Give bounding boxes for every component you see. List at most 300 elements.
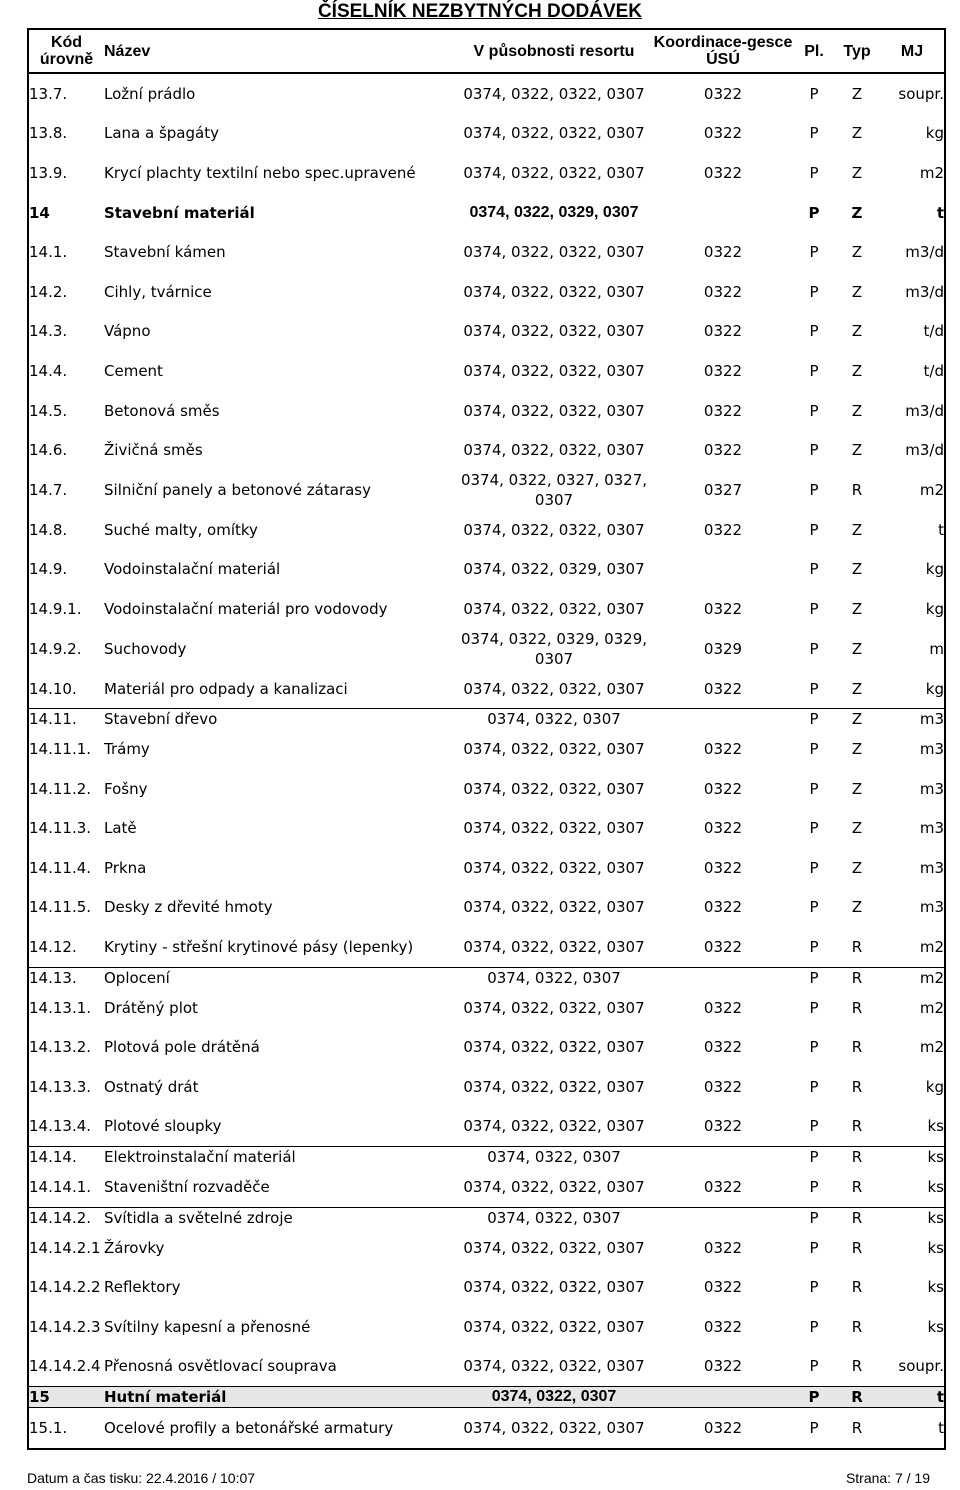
cell-unit: t/d (923, 322, 944, 341)
cell-pl: P (809, 441, 819, 460)
cell-pl: P (809, 938, 819, 957)
cell-name: Hutní materiál (104, 1387, 456, 1408)
cell-type: R (834, 1147, 880, 1168)
cell-coordination: 0322 (703, 163, 743, 182)
cell-code: 14.12. (29, 938, 77, 957)
cell-name: Cement (104, 361, 163, 380)
cell-type: Z (851, 441, 863, 460)
cell-type: Z (851, 84, 863, 103)
cell-code: 14.13. (28, 967, 104, 988)
cell-pl: P (809, 1238, 819, 1257)
column-header-coordination: Koordinace-gesce ÚSÚ (652, 29, 794, 73)
table-row (28, 848, 945, 888)
cell-code: 14.11.3. (29, 819, 92, 838)
cell-name: Vodoinstalační materiál pro vodovody (104, 599, 388, 618)
page-number: Strana: 7 / 19 (845, 1470, 930, 1486)
cell-type: Z (851, 322, 863, 341)
cell-pl: P (794, 1207, 834, 1228)
cell-unit: kg (925, 124, 944, 143)
cell-name: Reflektory (104, 1278, 181, 1297)
cell-pl: P (809, 84, 819, 103)
cell-type: Z (851, 203, 863, 222)
cell-coordination: 0322 (703, 599, 743, 618)
cell-pl: P (794, 1147, 834, 1168)
cell-coordination: 0322 (703, 819, 743, 838)
table-row (28, 550, 945, 590)
cell-unit: m2 (880, 967, 945, 988)
cell-type: R (851, 480, 863, 499)
cell-coordination: 0322 (703, 679, 743, 698)
cell-code: 14.11.1. (29, 740, 92, 759)
table-row (28, 232, 945, 272)
cell-coordination: 0322 (703, 1317, 743, 1336)
table-row (28, 351, 945, 391)
table-row (28, 114, 945, 154)
cell-resort: 0374, 0322, 0322, 0307 (463, 1077, 645, 1096)
table-row (28, 809, 945, 849)
cell-code: 14.13.4. (29, 1117, 92, 1136)
cell-resort: 0374, 0322, 0322, 0307 (463, 679, 645, 698)
cell-coordination: 0322 (703, 1038, 743, 1057)
cell-name: Ocelové profily a betonářské armatury (104, 1419, 394, 1438)
cell-coordination: 0322 (703, 1238, 743, 1257)
cell-name: Ostnatý drát (104, 1077, 199, 1096)
cell-unit: m2 (919, 938, 944, 957)
cell-coordination (652, 967, 794, 988)
cell-code: 13.8. (29, 124, 68, 143)
cell-name: Živičná směs (104, 441, 203, 460)
cell-unit: kg (925, 679, 944, 698)
cell-pl: P (809, 679, 819, 698)
cell-pl: P (809, 1038, 819, 1057)
cell-code: 14.7. (29, 480, 68, 499)
cell-pl: P (808, 203, 820, 222)
cell-name: Vápno (104, 322, 151, 341)
cell-type: Z (851, 779, 863, 798)
cell-code: 15 (28, 1387, 104, 1408)
table-body (28, 73, 945, 1449)
cell-pl: P (809, 998, 819, 1017)
table-row (28, 73, 945, 114)
print-datetime: Datum a čas tisku: 22.4.2016 / 10:07 (27, 1470, 256, 1486)
cell-type: R (834, 1387, 880, 1408)
cell-resort: 0374, 0322, 0322, 0307 (463, 599, 645, 618)
table-row (28, 470, 945, 510)
cell-unit: t (938, 520, 944, 539)
cell-resort: 0374, 0322, 0322, 0307 (463, 740, 645, 759)
cell-name: Drátěný plot (104, 998, 198, 1017)
table-row (28, 669, 945, 709)
cell-name: Stavební kámen (104, 243, 226, 262)
cell-name: Plotové sloupky (104, 1117, 222, 1136)
cell-type: Z (851, 898, 863, 917)
cell-unit: m2 (919, 998, 944, 1017)
cell-type: R (851, 1117, 863, 1136)
cell-unit: m3/d (905, 282, 944, 301)
cell-resort: 0374, 0322, 0322, 0307 (463, 401, 645, 420)
cell-name: Stavební materiál (104, 203, 255, 222)
cell-pl: P (809, 1419, 819, 1438)
cell-resort: 0374, 0322, 0322, 0307 (463, 1238, 645, 1257)
cell-resort: 0374, 0322, 0322, 0307 (463, 819, 645, 838)
cell-coordination: 0322 (703, 401, 743, 420)
cell-resort: 0374, 0322, 0329, 0329, 0307 (460, 629, 648, 668)
cell-pl: P (809, 480, 819, 499)
cell-type: R (851, 1419, 863, 1438)
cell-name: Svítidla a světelné zdroje (104, 1207, 456, 1228)
cell-coordination: 0322 (703, 998, 743, 1017)
cell-coordination: 0322 (703, 361, 743, 380)
column-header-name: Název (104, 29, 456, 73)
cell-type: R (851, 998, 863, 1017)
table-row (28, 1408, 945, 1449)
cell-pl: P (809, 1278, 819, 1297)
cell-pl: P (809, 898, 819, 917)
cell-coordination (652, 550, 794, 590)
table-row (28, 510, 945, 550)
cell-unit: m3/d (905, 441, 944, 460)
cell-name: Prkna (104, 858, 147, 877)
table-row (28, 1167, 945, 1207)
cell-pl: P (809, 1357, 819, 1376)
cell-code: 14 (29, 203, 50, 222)
cell-resort: 0374, 0322, 0307 (456, 1147, 652, 1168)
cell-unit: ks (927, 1278, 944, 1297)
cell-code: 14.9.2. (29, 639, 82, 658)
cell-coordination: 0322 (703, 1178, 743, 1197)
table-row (28, 927, 945, 967)
cell-pl: P (809, 163, 819, 182)
cell-resort: 0374, 0322, 0322, 0307 (463, 322, 645, 341)
cell-pl: P (809, 1317, 819, 1336)
cell-type: R (851, 938, 863, 957)
cell-coordination: 0327 (703, 480, 743, 499)
cell-resort: 0374, 0322, 0322, 0307 (463, 1038, 645, 1057)
cell-resort: 0374, 0322, 0322, 0307 (463, 998, 645, 1017)
cell-code: 14.2. (29, 282, 68, 301)
cell-unit: t (938, 1419, 944, 1438)
cell-type: R (834, 1207, 880, 1228)
cell-code: 14.14.2.4 (29, 1357, 101, 1376)
cell-pl: P (809, 1117, 819, 1136)
cell-type: Z (851, 163, 863, 182)
cell-code: 14.11.2. (29, 779, 92, 798)
cell-type: Z (851, 124, 863, 143)
cell-type: Z (851, 858, 863, 877)
cell-type: Z (851, 639, 863, 658)
table-row (28, 967, 945, 988)
cell-resort: 0374, 0322, 0322, 0307 (463, 441, 645, 460)
cell-pl: P (809, 361, 819, 380)
column-header-pl: Pl. (794, 29, 834, 73)
cell-coordination (652, 1387, 794, 1408)
cell-coordination: 0322 (703, 282, 743, 301)
cell-name: Desky z dřevité hmoty (104, 898, 273, 917)
cell-code: 14.3. (29, 322, 68, 341)
table-row (28, 1387, 945, 1408)
cell-code: 14.13.3. (29, 1077, 92, 1096)
cell-pl: P (794, 967, 834, 988)
cell-type: Z (851, 243, 863, 262)
cell-pl: P (809, 639, 819, 658)
cell-unit: t/d (923, 361, 944, 380)
cell-pl: P (809, 520, 819, 539)
cell-name: Latě (104, 819, 137, 838)
cell-coordination: 0322 (703, 1419, 743, 1438)
cell-resort: 0374, 0322, 0307 (456, 1387, 652, 1408)
cell-code: 13.7. (29, 84, 68, 103)
cell-name: Vodoinstalační materiál (104, 560, 281, 579)
cell-type: R (851, 1038, 863, 1057)
cell-type: Z (834, 709, 880, 730)
cell-unit: t (936, 203, 944, 222)
cell-type: R (851, 1357, 863, 1376)
table-header (28, 29, 945, 73)
cell-resort: 0374, 0322, 0322, 0307 (463, 1317, 645, 1336)
table-row (28, 1147, 945, 1168)
cell-unit: m2 (919, 163, 944, 182)
cell-name: Krycí plachty textilní nebo spec.upravené (104, 163, 416, 182)
cell-name: Fošny (104, 779, 148, 798)
cell-coordination: 0322 (703, 858, 743, 877)
cell-coordination (652, 1207, 794, 1228)
cell-code: 14.9. (29, 560, 68, 579)
cell-coordination: 0322 (703, 938, 743, 957)
cell-code: 14.10. (29, 679, 77, 698)
cell-coordination: 0322 (703, 441, 743, 460)
cell-coordination: 0322 (703, 1117, 743, 1136)
cell-pl: P (794, 709, 834, 730)
column-header-resort: V působnosti resortu (456, 29, 652, 73)
table-row (28, 769, 945, 809)
cell-code: 14.14.2. (28, 1207, 104, 1228)
cell-resort: 0374, 0322, 0322, 0307 (463, 124, 645, 143)
cell-name: Elektroinstalační materiál (104, 1147, 456, 1168)
cell-coordination: 0322 (703, 740, 743, 759)
cell-coordination: 0322 (703, 779, 743, 798)
table-row (28, 1067, 945, 1107)
cell-type: Z (851, 679, 863, 698)
cell-type: Z (851, 361, 863, 380)
cell-coordination (652, 193, 794, 233)
cell-name: Staveništní rozvaděče (104, 1178, 270, 1197)
table-row (28, 709, 945, 730)
cell-unit: ks (927, 1238, 944, 1257)
cell-unit: m3/d (905, 401, 944, 420)
supplies-table (27, 28, 946, 1450)
cell-type: R (851, 1278, 863, 1297)
column-header-type: Typ (834, 29, 880, 73)
cell-name: Oplocení (104, 967, 456, 988)
cell-resort: 0374, 0322, 0322, 0307 (463, 282, 645, 301)
cell-unit: ks (927, 1117, 944, 1136)
table-row (28, 888, 945, 928)
table-row (28, 1207, 945, 1228)
cell-pl: P (809, 243, 819, 262)
cell-pl: P (794, 1387, 834, 1408)
cell-type: R (851, 1238, 863, 1257)
cell-pl: P (809, 819, 819, 838)
cell-code: 14.13.1. (29, 998, 92, 1017)
cell-name: Lana a špagáty (104, 124, 219, 143)
cell-resort: 0374, 0322, 0329, 0307 (463, 560, 645, 579)
cell-resort: 0374, 0322, 0322, 0307 (463, 163, 645, 182)
table-row (28, 589, 945, 629)
cell-resort: 0374, 0322, 0322, 0307 (463, 361, 645, 380)
cell-code: 14.9.1. (29, 599, 82, 618)
cell-unit: m2 (919, 480, 944, 499)
cell-name: Krytiny - střešní krytinové pásy (lepenky) (104, 938, 414, 957)
cell-type: Z (851, 740, 863, 759)
cell-unit: m3 (880, 709, 945, 730)
cell-resort: 0374, 0322, 0322, 0307 (463, 1117, 645, 1136)
cell-unit: soupr. (898, 1357, 944, 1376)
cell-coordination: 0322 (703, 520, 743, 539)
cell-unit: m3 (919, 819, 944, 838)
cell-code: 14.1. (29, 243, 68, 262)
column-header-code: Kód úrovně (28, 29, 104, 73)
cell-type: Z (851, 819, 863, 838)
table-row (28, 272, 945, 312)
cell-name: Suchovody (104, 639, 187, 658)
cell-name: Žárovky (104, 1238, 165, 1257)
cell-code: 14.14. (28, 1147, 104, 1168)
cell-pl: P (809, 779, 819, 798)
cell-pl: P (809, 322, 819, 341)
document-title: ČÍSELNÍK NEZBYTNÝCH DODÁVEK (317, 1, 643, 22)
cell-coordination (652, 709, 794, 730)
table-row (28, 729, 945, 769)
cell-unit: soupr. (898, 84, 944, 103)
cell-resort: 0374, 0322, 0322, 0307 (463, 1278, 645, 1297)
cell-resort: 0374, 0322, 0322, 0307 (463, 898, 645, 917)
cell-coordination: 0322 (703, 1357, 743, 1376)
cell-name: Stavební dřevo (104, 709, 456, 730)
cell-type: R (851, 1178, 863, 1197)
cell-unit: ks (880, 1147, 945, 1168)
cell-type: Z (851, 560, 863, 579)
table-row (28, 430, 945, 470)
cell-resort: 0374, 0322, 0322, 0307 (463, 1419, 645, 1438)
cell-type: Z (851, 282, 863, 301)
cell-type: Z (851, 599, 863, 618)
cell-name: Přenosná osvětlovací souprava (104, 1357, 337, 1376)
table-row (28, 153, 945, 193)
cell-type: R (851, 1077, 863, 1096)
cell-code: 14.11.5. (29, 898, 92, 917)
cell-coordination: 0322 (703, 1077, 743, 1096)
cell-resort: 0374, 0322, 0307 (456, 1207, 652, 1228)
cell-code: 14.14.2.3 (29, 1317, 101, 1336)
table-row (28, 312, 945, 352)
cell-unit: kg (925, 599, 944, 618)
cell-name: Cihly, tvárnice (104, 282, 212, 301)
cell-code: 14.14.1. (29, 1178, 92, 1197)
table-row (28, 1347, 945, 1387)
cell-coordination: 0322 (703, 1278, 743, 1297)
cell-name: Svítilny kapesní a přenosné (104, 1317, 311, 1336)
cell-unit: kg (925, 1077, 944, 1096)
cell-type: R (834, 967, 880, 988)
cell-unit: ks (880, 1207, 945, 1228)
cell-resort: 0374, 0322, 0322, 0307 (463, 1357, 645, 1376)
cell-resort: 0374, 0322, 0329, 0307 (469, 203, 639, 221)
table-row (28, 1228, 945, 1268)
table-row (28, 1107, 945, 1147)
cell-resort: 0374, 0322, 0322, 0307 (463, 243, 645, 262)
cell-resort: 0374, 0322, 0322, 0307 (463, 1178, 645, 1197)
cell-code: 14.11.4. (29, 858, 92, 877)
table-row (28, 988, 945, 1028)
table-row (28, 193, 945, 233)
cell-name: Materiál pro odpady a kanalizaci (104, 679, 348, 698)
cell-pl: P (809, 124, 819, 143)
cell-code: 14.6. (29, 441, 68, 460)
cell-code: 14.11. (28, 709, 104, 730)
cell-resort: 0374, 0322, 0307 (456, 967, 652, 988)
cell-name: Ložní prádlo (104, 84, 196, 103)
cell-pl: P (809, 1077, 819, 1096)
table-row (28, 629, 945, 669)
cell-unit: m3 (919, 898, 944, 917)
cell-unit: m (929, 639, 944, 658)
cell-type: Z (851, 520, 863, 539)
cell-type: R (851, 1317, 863, 1336)
cell-coordination: 0322 (703, 243, 743, 262)
cell-pl: P (809, 560, 819, 579)
cell-unit: m3 (919, 740, 944, 759)
cell-unit: m3/d (905, 243, 944, 262)
cell-name: Trámy (104, 740, 150, 759)
cell-resort: 0374, 0322, 0322, 0307 (463, 84, 645, 103)
cell-name: Suché malty, omítky (104, 520, 258, 539)
cell-unit: m2 (919, 1038, 944, 1057)
cell-name: Plotová pole drátěná (104, 1038, 260, 1057)
table-row (28, 1027, 945, 1067)
cell-pl: P (809, 858, 819, 877)
cell-unit: m3 (919, 858, 944, 877)
cell-resort: 0374, 0322, 0322, 0307 (463, 858, 645, 877)
cell-unit: m3 (919, 779, 944, 798)
cell-coordination: 0322 (703, 322, 743, 341)
cell-code: 13.9. (29, 163, 68, 182)
cell-name: Betonová směs (104, 401, 220, 420)
cell-pl: P (809, 740, 819, 759)
cell-resort: 0374, 0322, 0307 (456, 709, 652, 730)
cell-code: 15.1. (29, 1419, 68, 1438)
cell-coordination: 0322 (703, 84, 743, 103)
cell-resort: 0374, 0322, 0322, 0307 (463, 779, 645, 798)
cell-unit: ks (927, 1317, 944, 1336)
cell-unit: t (880, 1387, 945, 1408)
table-row (28, 1307, 945, 1347)
cell-resort: 0374, 0322, 0322, 0307 (463, 938, 645, 957)
cell-resort: 0374, 0322, 0322, 0307 (463, 520, 645, 539)
cell-pl: P (809, 599, 819, 618)
cell-coordination: 0322 (703, 124, 743, 143)
page-footer (27, 1470, 930, 1490)
cell-coordination: 0329 (703, 639, 743, 658)
cell-resort: 0374, 0322, 0327, 0327, 0307 (460, 470, 648, 509)
cell-type: Z (851, 401, 863, 420)
cell-code: 14.13.2. (29, 1038, 92, 1057)
cell-name: Silniční panely a betonové zátarasy (104, 480, 371, 499)
cell-pl: P (809, 282, 819, 301)
cell-pl: P (809, 1178, 819, 1197)
cell-code: 14.14.2.2 (29, 1278, 101, 1297)
cell-code: 14.8. (29, 520, 68, 539)
cell-code: 14.14.2.1 (29, 1238, 101, 1257)
